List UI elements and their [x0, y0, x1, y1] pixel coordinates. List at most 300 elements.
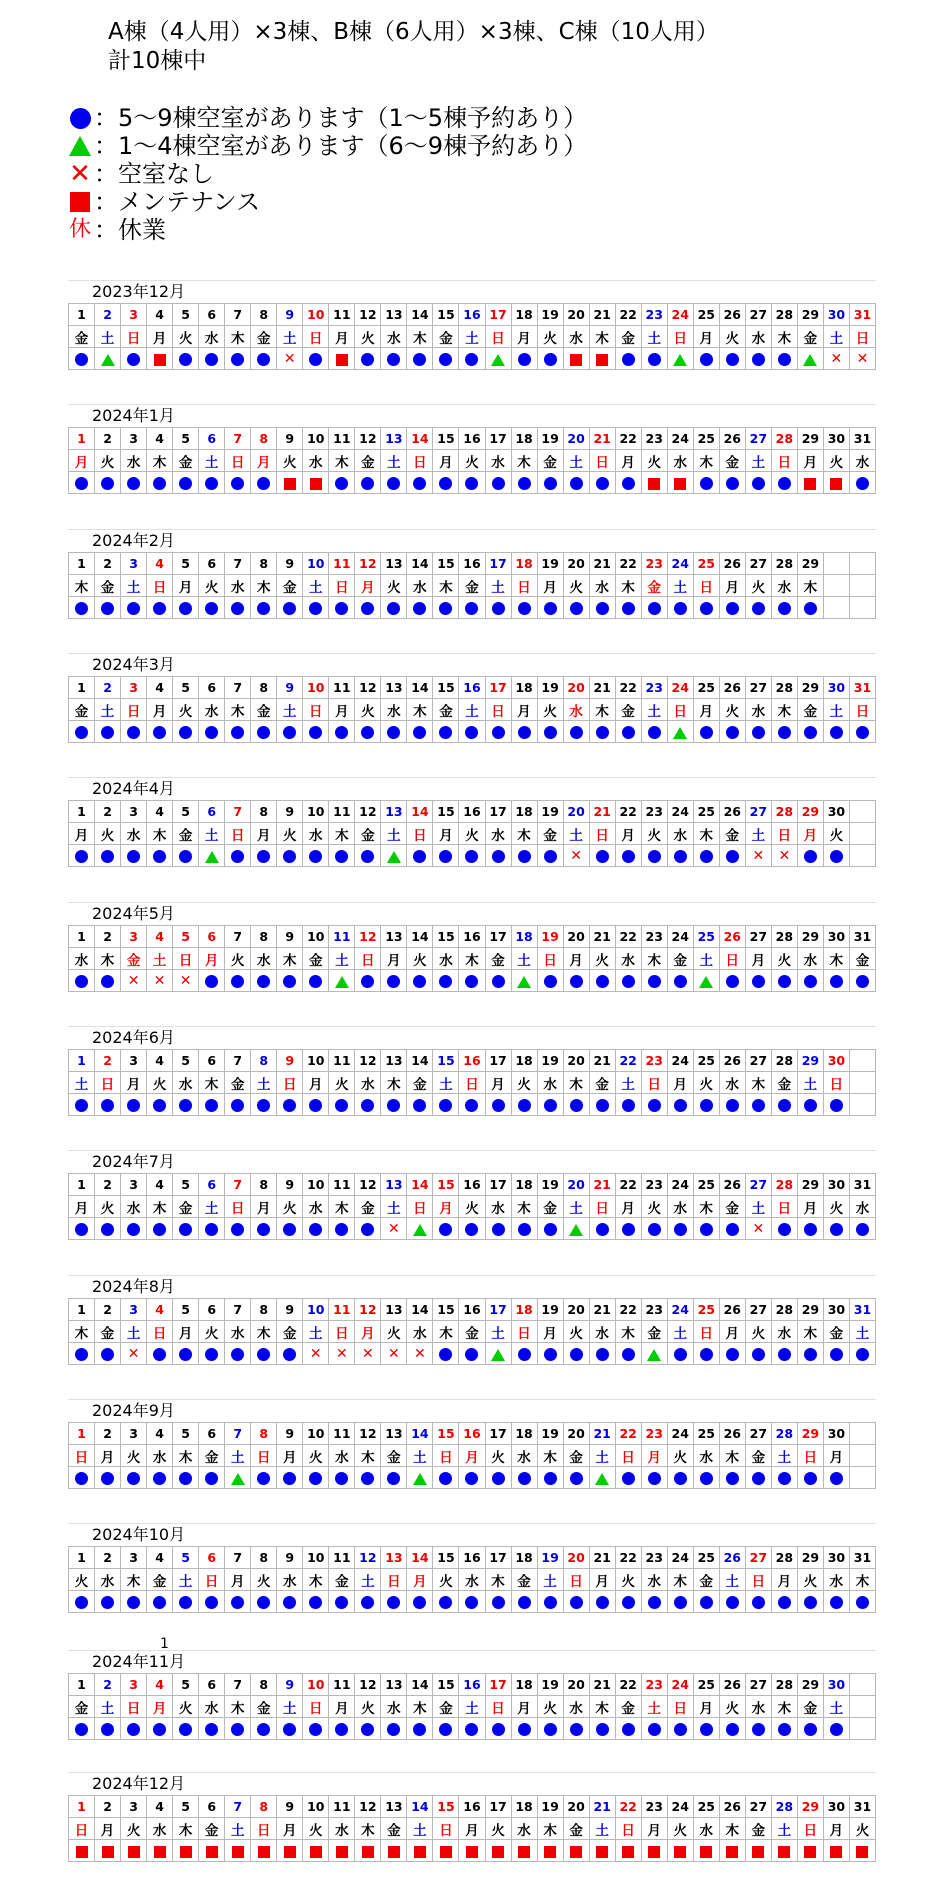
status-row	[69, 970, 876, 992]
weekday-cell: 月	[303, 1072, 329, 1094]
date-cell: 11	[329, 1547, 355, 1569]
weekday-cell: 土	[641, 699, 667, 721]
weekday-row	[69, 948, 876, 970]
date-cell: 9	[277, 677, 303, 699]
blue-circle-icon	[101, 726, 114, 739]
weekday-cell: 木	[589, 326, 615, 348]
date-cell: 14	[407, 677, 433, 699]
blue-circle-icon	[648, 1723, 661, 1736]
status-cell	[719, 472, 745, 494]
weekday-cell: 日	[589, 823, 615, 845]
date-cell: 21	[589, 428, 615, 450]
date-cell: 22	[615, 553, 641, 575]
weekday-cell: 水	[563, 699, 589, 721]
status-cell	[563, 472, 589, 494]
date-cell: 1	[69, 1547, 95, 1569]
date-cell: 18	[511, 1174, 537, 1196]
status-cell	[95, 970, 121, 992]
blue-circle-icon	[648, 1223, 661, 1236]
status-cell	[849, 472, 875, 494]
weekday-cell: 火	[667, 1445, 693, 1467]
date-cell: 10	[303, 1299, 329, 1321]
blue-circle-icon	[465, 1596, 478, 1609]
date-cell: 8	[251, 428, 277, 450]
status-cell	[771, 597, 797, 619]
legend	[66, 104, 587, 244]
month-title: 2024年4月	[68, 777, 876, 800]
blue-circle-icon	[596, 1723, 609, 1736]
weekday-cell: 水	[485, 450, 511, 472]
status-cell	[771, 1467, 797, 1489]
date-cell: 1	[69, 428, 95, 450]
date-cell: 8	[251, 1050, 277, 1072]
weekday-cell: 火	[329, 1072, 355, 1094]
date-cell: 23	[641, 1174, 667, 1196]
status-cell	[823, 845, 849, 867]
month-title: 2024年2月	[68, 529, 876, 552]
weekday-cell: 木	[537, 1445, 563, 1467]
weekday-cell: 水	[173, 1072, 199, 1094]
green-triangle-icon	[413, 1473, 427, 1485]
status-cell	[693, 721, 719, 743]
weekday-cell: 水	[355, 1072, 381, 1094]
date-cell: 25	[693, 1674, 719, 1696]
date-cell: 2	[95, 801, 121, 823]
weekday-cell: 月	[615, 1196, 641, 1218]
status-cell	[563, 970, 589, 992]
weekday-cell: 火	[355, 699, 381, 721]
blue-circle-icon	[674, 602, 687, 615]
weekday-cell	[849, 823, 875, 845]
weekday-cell: 月	[173, 1321, 199, 1343]
status-cell	[121, 1467, 147, 1489]
date-cell: 11	[329, 304, 355, 326]
weekday-cell: 土	[823, 699, 849, 721]
date-cell: 5	[173, 1050, 199, 1072]
date-cell: 21	[589, 1174, 615, 1196]
weekday-cell: 火	[95, 823, 121, 845]
status-cell	[329, 970, 355, 992]
date-cell: 22	[615, 428, 641, 450]
status-cell	[745, 1718, 771, 1740]
date-cell: 10	[303, 304, 329, 326]
weekday-cell: 金	[199, 1445, 225, 1467]
weekday-cell: 木	[407, 326, 433, 348]
blue-circle-icon	[413, 975, 426, 988]
status-cell	[615, 721, 641, 743]
weekday-cell: 日	[199, 1569, 225, 1591]
status-cell	[381, 1343, 407, 1365]
date-cell: 14	[407, 801, 433, 823]
status-cell	[147, 845, 173, 867]
weekday-cell: 月	[147, 699, 173, 721]
blue-circle-icon	[231, 726, 244, 739]
status-cell	[485, 472, 511, 494]
weekday-cell: 土	[563, 823, 589, 845]
date-cell: 29	[797, 677, 823, 699]
status-cell	[459, 1840, 485, 1862]
status-cell	[69, 1591, 95, 1613]
weekday-cell: 金	[537, 450, 563, 472]
status-cell	[407, 970, 433, 992]
date-cell: 21	[589, 1674, 615, 1696]
red-square-icon	[700, 1846, 712, 1858]
status-cell	[329, 1840, 355, 1862]
date-cell: 25	[693, 553, 719, 575]
status-cell	[745, 1094, 771, 1116]
date-cell: 8	[251, 801, 277, 823]
date-cell: 9	[277, 1796, 303, 1818]
status-cell	[849, 1343, 875, 1365]
date-cell: 7	[225, 428, 251, 450]
weekday-cell: 木	[225, 1696, 251, 1718]
legend-text: ：休業	[94, 216, 166, 244]
blue-circle-icon	[700, 602, 713, 615]
weekday-cell: 水	[745, 326, 771, 348]
date-cell: 19	[537, 677, 563, 699]
date-cell: 23	[641, 1299, 667, 1321]
red-x-icon: ✕	[830, 351, 843, 367]
status-cell	[797, 721, 823, 743]
weekday-cell: 金	[303, 948, 329, 970]
weekday-cell: 水	[511, 1445, 537, 1467]
status-cell	[745, 1591, 771, 1613]
weekday-cell: 木	[693, 823, 719, 845]
weekday-cell: 金	[563, 1818, 589, 1840]
date-cell: 2	[95, 1174, 121, 1196]
date-cell: 2	[95, 1299, 121, 1321]
date-cell: 5	[173, 801, 199, 823]
weekday-cell: 金	[407, 1072, 433, 1094]
blue-circle-icon	[153, 602, 166, 615]
weekday-cell: 月	[173, 575, 199, 597]
blue-circle-icon	[387, 1596, 400, 1609]
weekday-cell: 水	[589, 1321, 615, 1343]
status-cell	[173, 1343, 199, 1365]
status-cell	[459, 1218, 485, 1240]
weekday-cell: 水	[719, 1072, 745, 1094]
blue-circle-icon	[75, 353, 88, 366]
status-cell	[121, 845, 147, 867]
blue-circle-icon	[622, 850, 635, 863]
blue-circle-icon	[465, 726, 478, 739]
date-cell: 13	[381, 677, 407, 699]
status-cell	[329, 1094, 355, 1116]
date-cell: 6	[199, 553, 225, 575]
date-cell: 25	[693, 677, 719, 699]
date-cell: 11	[329, 1674, 355, 1696]
weekday-cell: 月	[693, 699, 719, 721]
weekday-cell: 金	[433, 1696, 459, 1718]
date-cell: 16	[459, 553, 485, 575]
blue-circle-icon	[752, 1723, 765, 1736]
date-cell: 23	[641, 677, 667, 699]
date-cell: 12	[355, 1796, 381, 1818]
red-square-icon	[336, 1846, 348, 1858]
date-cell: 14	[407, 926, 433, 948]
month-calendar	[68, 902, 876, 992]
status-cell	[147, 1467, 173, 1489]
date-cell: 18	[511, 1796, 537, 1818]
date-cell: 29	[797, 428, 823, 450]
weekday-cell: 日	[537, 948, 563, 970]
availability-table	[68, 1422, 876, 1489]
weekday-cell: 金	[173, 1196, 199, 1218]
weekday-cell: 木	[381, 1072, 407, 1094]
date-cell: 25	[693, 801, 719, 823]
date-cell: 4	[147, 1674, 173, 1696]
date-cell: 9	[277, 1674, 303, 1696]
weekday-cell: 木	[797, 1321, 823, 1343]
weekday-cell: 日	[849, 326, 875, 348]
status-cell	[511, 1218, 537, 1240]
weekday-cell: 月	[771, 1569, 797, 1591]
status-cell	[537, 1591, 563, 1613]
green-triangle-icon	[673, 727, 687, 739]
date-cell: 19	[537, 801, 563, 823]
weekday-cell: 土	[589, 1445, 615, 1467]
weekday-cell	[849, 1072, 875, 1094]
blue-circle-icon	[726, 477, 739, 490]
weekday-cell: 火	[121, 1445, 147, 1467]
status-cell	[745, 1840, 771, 1862]
date-cell: 8	[251, 677, 277, 699]
blue-circle-icon	[830, 1723, 843, 1736]
date-cell: 1	[69, 553, 95, 575]
blue-circle-icon	[257, 602, 270, 615]
date-cell: 2	[95, 304, 121, 326]
status-cell	[797, 1840, 823, 1862]
status-cell	[589, 845, 615, 867]
date-cell: 5	[173, 1423, 199, 1445]
blue-circle-icon	[778, 353, 791, 366]
blue-circle-icon	[413, 1099, 426, 1112]
date-cell: 7	[225, 553, 251, 575]
weekday-cell: 土	[719, 1569, 745, 1591]
blue-circle-icon	[856, 1348, 869, 1361]
weekday-cell: 日	[849, 699, 875, 721]
date-cell: 24	[667, 1547, 693, 1569]
date-cell: 16	[459, 1796, 485, 1818]
green-triangle-icon	[803, 354, 817, 366]
blue-circle-icon	[101, 1723, 114, 1736]
weekday-cell: 木	[693, 1196, 719, 1218]
date-cell: 3	[121, 1423, 147, 1445]
weekday-cell: 金	[849, 948, 875, 970]
blue-circle-icon	[596, 1596, 609, 1609]
weekday-cell: 日	[225, 823, 251, 845]
green-triangle-icon	[569, 1224, 583, 1236]
weekday-cell: 火	[199, 575, 225, 597]
date-cell: 20	[563, 1547, 589, 1569]
weekday-cell: 月	[511, 326, 537, 348]
weekday-cell: 水	[615, 948, 641, 970]
month-title: 2024年7月	[68, 1150, 876, 1173]
status-cell	[329, 1718, 355, 1740]
date-cell: 16	[459, 1050, 485, 1072]
availability-table	[68, 303, 876, 370]
blue-circle-icon	[830, 1099, 843, 1112]
blue-circle-icon	[596, 477, 609, 490]
status-cell	[797, 348, 823, 370]
status-cell	[615, 970, 641, 992]
blue-circle-icon	[439, 1348, 452, 1361]
weekday-cell: 金	[251, 1696, 277, 1718]
status-cell	[329, 721, 355, 743]
blue-circle-icon	[153, 1223, 166, 1236]
status-cell	[303, 845, 329, 867]
status-cell	[407, 845, 433, 867]
status-cell	[849, 1218, 875, 1240]
weekday-cell: 土	[95, 1696, 121, 1718]
month-title: 2024年10月	[68, 1523, 876, 1546]
weekday-cell: 木	[511, 450, 537, 472]
date-cell: 3	[121, 428, 147, 450]
date-cell: 7	[225, 1174, 251, 1196]
date-cell: 22	[615, 677, 641, 699]
date-cell: 16	[459, 1299, 485, 1321]
status-cell	[719, 721, 745, 743]
weekday-cell: 日	[407, 1196, 433, 1218]
status-cell	[459, 472, 485, 494]
weekday-cell: 月	[121, 1072, 147, 1094]
blue-circle-icon	[778, 1723, 791, 1736]
status-cell	[641, 1218, 667, 1240]
weekday-cell: 土	[303, 1321, 329, 1343]
weekday-cell: 日	[329, 1321, 355, 1343]
status-cell	[823, 1094, 849, 1116]
date-cell: 28	[771, 801, 797, 823]
blue-circle-icon	[674, 1472, 687, 1485]
blue-circle-icon	[101, 1472, 114, 1485]
weekday-cell: 土	[641, 326, 667, 348]
status-cell	[719, 970, 745, 992]
legend-text: ：メンテナンス	[94, 188, 261, 216]
blue-circle-icon	[205, 975, 218, 988]
date-cell: 17	[485, 1423, 511, 1445]
date-cell: 16	[459, 1423, 485, 1445]
status-cell	[615, 1218, 641, 1240]
green-triangle-icon	[647, 1349, 661, 1361]
blue-circle-icon	[335, 1223, 348, 1236]
status-cell	[355, 1591, 381, 1613]
date-cell: 12	[355, 1674, 381, 1696]
status-cell	[745, 597, 771, 619]
date-cell: 10	[303, 801, 329, 823]
date-cell: 23	[641, 801, 667, 823]
weekday-cell: 金	[355, 1196, 381, 1218]
blue-circle-icon	[518, 1723, 531, 1736]
blue-circle-icon	[231, 1348, 244, 1361]
status-cell	[589, 1718, 615, 1740]
weekday-cell: 月	[719, 1321, 745, 1343]
date-cell: 10	[303, 1050, 329, 1072]
status-cell	[693, 348, 719, 370]
weekday-cell: 火	[563, 575, 589, 597]
status-cell	[667, 348, 693, 370]
weekday-cell: 日	[303, 699, 329, 721]
status-cell	[797, 1591, 823, 1613]
weekday-cell: 水	[589, 575, 615, 597]
weekday-cell: 火	[537, 1696, 563, 1718]
status-cell	[511, 721, 537, 743]
weekday-cell: 土	[745, 1196, 771, 1218]
blue-circle-icon	[726, 1723, 739, 1736]
status-cell	[407, 1467, 433, 1489]
weekday-cell: 日	[563, 1569, 589, 1591]
status-cell	[69, 1094, 95, 1116]
date-cell: 22	[615, 1299, 641, 1321]
red-square-icon	[414, 1846, 426, 1858]
status-cell	[641, 348, 667, 370]
date-cell: 12	[355, 553, 381, 575]
blue-circle-icon	[700, 850, 713, 863]
status-cell	[563, 348, 589, 370]
date-cell: 19	[537, 926, 563, 948]
date-cell: 24	[667, 1423, 693, 1445]
status-cell	[173, 1840, 199, 1862]
weekday-cell: 土	[459, 1696, 485, 1718]
red-square-icon	[310, 478, 322, 490]
weekday-row	[69, 823, 876, 845]
status-cell	[433, 597, 459, 619]
status-cell	[641, 1718, 667, 1740]
red-square-icon	[258, 1846, 270, 1858]
weekday-cell: 土	[147, 948, 173, 970]
blue-circle-icon	[622, 1472, 635, 1485]
date-cell: 14	[407, 1299, 433, 1321]
date-cell: 27	[745, 1547, 771, 1569]
blue-circle-icon	[804, 850, 817, 863]
weekday-cell: 火	[511, 1072, 537, 1094]
date-cell: 1	[69, 1796, 95, 1818]
weekday-cell: 月	[329, 1696, 355, 1718]
date-cell: 4	[147, 1050, 173, 1072]
status-cell	[849, 1718, 875, 1740]
green-triangle-icon	[101, 354, 115, 366]
date-cell: 9	[277, 1174, 303, 1196]
blue-circle-icon	[127, 1596, 140, 1609]
status-cell	[693, 1718, 719, 1740]
status-cell	[147, 1218, 173, 1240]
status-cell	[537, 597, 563, 619]
date-cell: 3	[121, 1547, 147, 1569]
blue-circle-icon	[544, 353, 557, 366]
blue-circle-icon	[544, 1472, 557, 1485]
date-cell: 5	[173, 1299, 199, 1321]
weekday-cell: 水	[693, 1445, 719, 1467]
status-cell	[693, 1094, 719, 1116]
status-cell	[667, 721, 693, 743]
status-cell	[121, 1343, 147, 1365]
status-cell	[433, 1094, 459, 1116]
red-x-icon: ✕	[752, 848, 765, 864]
blue-circle-icon	[622, 726, 635, 739]
status-cell	[849, 1467, 875, 1489]
red-square-icon	[284, 1846, 296, 1858]
weekday-cell: 土	[745, 823, 771, 845]
blue-circle-icon	[726, 1099, 739, 1112]
status-cell	[95, 1840, 121, 1862]
blue-circle-icon	[153, 1596, 166, 1609]
status-cell	[771, 1591, 797, 1613]
weekday-cell: 金	[433, 326, 459, 348]
weekday-cell: 月	[615, 450, 641, 472]
blue-circle-icon	[153, 1348, 166, 1361]
status-cell	[69, 348, 95, 370]
weekday-cell: 水	[771, 1321, 797, 1343]
blue-circle-icon	[622, 1099, 635, 1112]
